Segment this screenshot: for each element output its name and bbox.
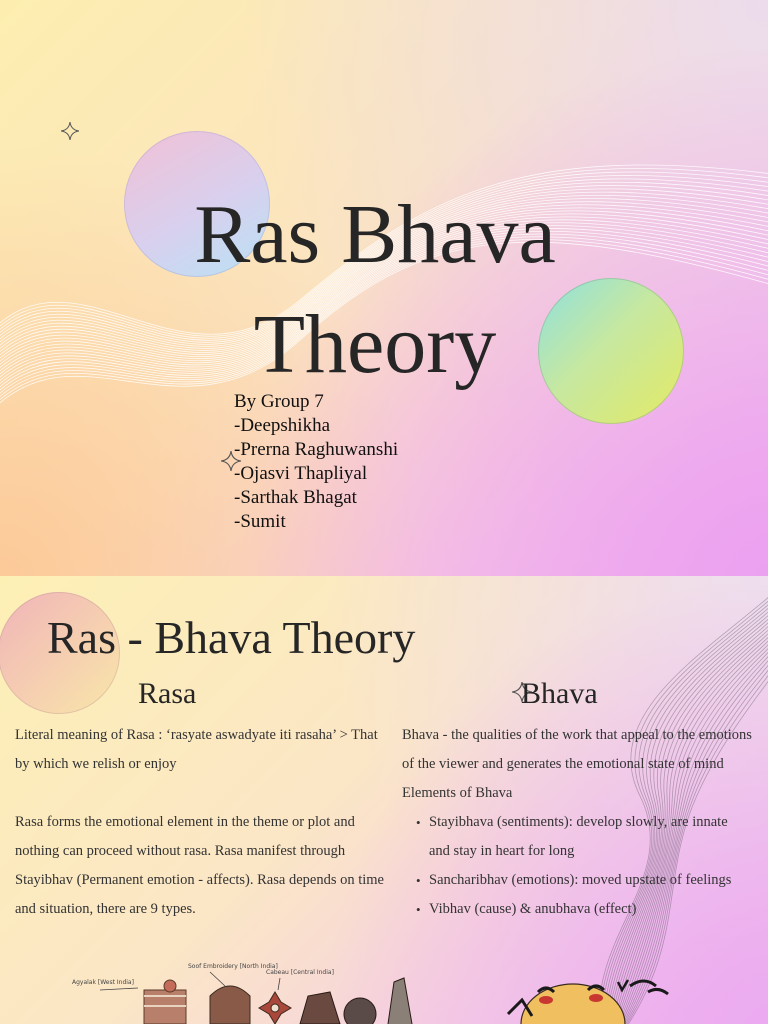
group-label: By Group 7 xyxy=(234,391,324,412)
bhava-elements-label: Elements of Bhava xyxy=(402,785,513,801)
rasa-description xyxy=(15,721,387,924)
slide-title xyxy=(120,180,630,400)
title-line-2: Theory xyxy=(253,298,497,391)
rasa-emotion-paragraph: Rasa forms the emotional element in the theme or plot and nothing can proceed without rasa. Rasa manifest through Stayibhav (Permanent emotion - affects). Rasa depends on time and situation, there are 9 types. xyxy=(15,814,384,917)
rasa-heading: Rasa xyxy=(138,677,197,710)
author-name: -Prerna Raghuwanshi xyxy=(234,439,399,460)
slide-title: Ras - Bhava Theory xyxy=(47,612,416,663)
illustration-label: Agyalak [West India] xyxy=(72,979,134,986)
list-item: • Sancharibhav (emotions): moved upstate of feelings xyxy=(429,866,752,895)
content-slide xyxy=(0,576,768,1024)
bhava-heading: Bhava xyxy=(521,677,598,710)
craft-illustration xyxy=(60,956,420,1024)
masks-illustration xyxy=(498,956,678,1024)
author-name: -Ojasvi Thapliyal xyxy=(234,463,368,484)
list-item: • Stayibhava (sentiments): develop slowly, are innate and stay in heart for long xyxy=(429,808,752,866)
bhava-elements-list xyxy=(402,808,752,924)
rasa-meaning-paragraph: Literal meaning of Rasa : ‘rasyate aswadyate iti rasaha’ > That by which we relish or enjoy xyxy=(15,727,378,772)
title-line-1: Ras Bhava xyxy=(194,188,556,281)
author-name: -Sumit xyxy=(234,511,286,532)
sparkle-icon xyxy=(61,122,79,140)
author-name: -Deepshikha xyxy=(234,415,331,436)
illustration-label: Cabeau [Central India] xyxy=(266,969,334,976)
author-name: -Sarthak Bhagat xyxy=(234,487,357,508)
list-item: • Vibhav (cause) & anubhava (effect) xyxy=(429,895,752,924)
bhava-description xyxy=(402,721,752,924)
author-list xyxy=(234,390,398,534)
bhava-definition: Bhava - the qualities of the work that appeal to the emotions of the viewer and generates the emotional state of mind xyxy=(402,727,752,772)
illustration-label: Soof Embroidery [North India] xyxy=(188,963,278,970)
